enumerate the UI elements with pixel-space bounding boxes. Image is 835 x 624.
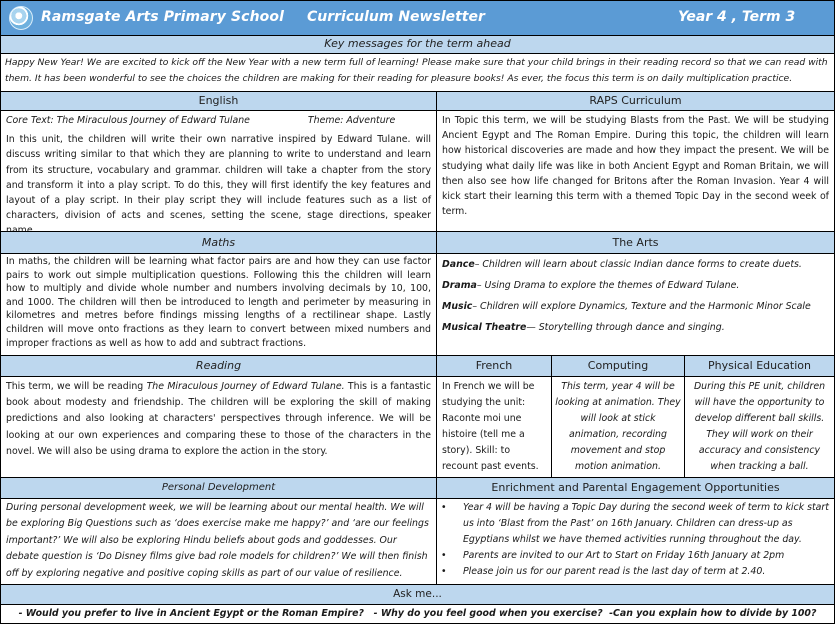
newsletter-title: Curriculum Newsletter	[307, 9, 485, 25]
divider	[1, 604, 834, 605]
divider	[1, 376, 834, 377]
divider	[1, 35, 834, 36]
personal-development-text: During personal development week, we will be learning about our mental health. We will be exploring Big Questions such as ‘does exercise make me happy?’ and ‘are our feelings important?’ We will also be exploring Hindu beliefs about gods and goddesses. Our debate question is ‘Do Disney films give bad role models for children?’ We will then finish off by exploring negative and positive coping skills as part of our value of resilience.	[6, 502, 429, 579]
english-theme: Theme: Adventure	[307, 115, 396, 126]
raps-heading: RAPS Curriculum	[437, 92, 834, 110]
arts-item-musical-theatre: Musical Theatre— Storytelling through dance and singing.	[442, 322, 725, 333]
enrichment-item: • Year 4 will be having a Topic Day during the second week of term to kick start us into ‘Blast from the Past’ on 16th January. Children can dress-up as Egyptians whilst we have themed activities running throughout the day.	[437, 500, 830, 548]
school-name: Ramsgate Arts Primary School	[41, 9, 284, 25]
personal-development-heading: Personal Development	[1, 478, 436, 498]
reading-heading: Reading	[1, 356, 436, 376]
arts-list	[437, 254, 834, 353]
column-divider	[436, 91, 437, 584]
french-text: In French we will be studying the unit: Raconte moi une histoire (tell me a story). Skill: to recount past events.	[442, 381, 539, 472]
newsletter-banner	[1, 1, 834, 35]
ask-me-heading: Ask me...	[1, 585, 834, 604]
ask-me-questions: - Would you prefer to live in Ancient Egypt or the Roman Empire? - Why do you feel good when you exercise? -Can you explain how to divide by 100?	[18, 608, 817, 619]
enrichment-list	[437, 500, 830, 580]
raps-text: In Topic this term, we will be studying Blasts from the Past. We will be studying Ancient Egypt and The Roman Empire. During this topic, the children will learn how historical discoveries are made and how they impact the present. We will be studying what daily life was like in both Ancient Egypt and Roman Britain, we will then also see how life changed for Britons after the Roman Invasion. Year 4 will kick start their learning this term with a themed Topic Day in the second week of term.	[442, 115, 829, 218]
arts-item-drama: Drama– Using Drama to explore the themes of Edward Tulane.	[442, 280, 740, 291]
key-messages-text: Happy New Year! We are excited to kick off the New Year with a new term full of learning! Please make sure that your child brings in their reading record so that we can read with them. It has been wonderful to see the choices the children are making for their reading for pleasure books! As ever, the focus this term is on daily multiplication practice.	[5, 57, 828, 84]
maths-text: In maths, the children will be learning what factor pairs are and how they can use factor pairs to work out simple multiplication questions. Following this the children will learn how to multiply and divide whole number and numbers involving decimals by 10, 100, and 1000. The children will then be introduced to length and perimeter by measuring in kilometres and metres before findings missing lengths of a rectilinear shape. Lastly children will move onto fractions as they learn to convert between mixed numbers and improper fractions as well as how to add and subtract fractions.	[6, 256, 431, 349]
english-text: In this unit, the children will write their own narrative inspired by Edward Tulane. will discuss writing similar to that which they are planning to write to understand and learn from its structure, vocabulary and grammar. children will take a chapter from the story and transform it into a play script. To do this, they will first identify the key features and layout of a play script. In their play script they will include features such as a list of characters, division of acts and scenes, setting the scene, stage directions, speaker	[6, 134, 431, 222]
key-messages-heading: Key messages for the term ahead	[1, 35, 834, 53]
computing-text: This term, year 4 will be looking at animation. They will look at stick animation, recording movement and stop motion animation.	[555, 381, 681, 472]
pe-heading: Physical Education	[685, 356, 834, 376]
arts-heading: The Arts	[437, 232, 834, 253]
pe-text: During this PE unit, children will have the opportunity to develop different ball skills. They will work on their accuracy and consistency when tracking a ball.	[693, 381, 826, 472]
divider	[1, 110, 834, 111]
year-term-label: Year 4 , Term 3	[678, 9, 796, 25]
french-heading: French	[437, 356, 551, 376]
enrichment-item: • Parents are invited to our Art to Start on Friday 16th January at 2pm	[437, 548, 830, 564]
enrichment-heading: Enrichment and Parental Engagement Opportunities	[437, 478, 834, 498]
enrichment-item: • Please join us for our parent read is the last day of term at 2.40.	[437, 564, 830, 580]
reading-book-title: The Miraculous Journey of Edward Tulane.	[146, 381, 345, 392]
divider	[1, 498, 834, 499]
school-logo-icon	[9, 6, 33, 30]
divider	[1, 355, 834, 356]
enrichment-section	[437, 499, 834, 585]
english-core-text: Core Text: The Miraculous Journey of Edward Tulane	[6, 115, 250, 126]
english-core-text-line	[6, 113, 431, 128]
arts-item-dance: Dance– Children will learn about classic Indian dance forms to create duets.	[442, 259, 802, 270]
reading-text: This term, we will be reading The Miraculous Journey of Edward Tulane. This is a fantastic book about modesty and friendship. The children will be exploring the skill of making predictions and also looking at characters' perspectives through inference. We will be looking at our own experiences and comparing these to those of the characters in the novel. We will also be using drama to explore the action in the story.	[6, 381, 431, 457]
maths-heading: Maths	[1, 232, 436, 253]
divider	[1, 91, 834, 92]
divider	[1, 53, 834, 54]
divider	[1, 584, 834, 585]
column-divider	[684, 355, 685, 477]
divider	[1, 231, 834, 232]
divider	[1, 477, 834, 478]
english-section	[1, 111, 436, 230]
computing-heading: Computing	[552, 356, 684, 376]
column-divider	[551, 355, 552, 477]
arts-item-music: Music– Children will explore Dynamics, Texture and the Harmonic Minor Scale	[442, 301, 811, 312]
divider	[1, 253, 834, 254]
english-heading: English	[1, 92, 436, 110]
